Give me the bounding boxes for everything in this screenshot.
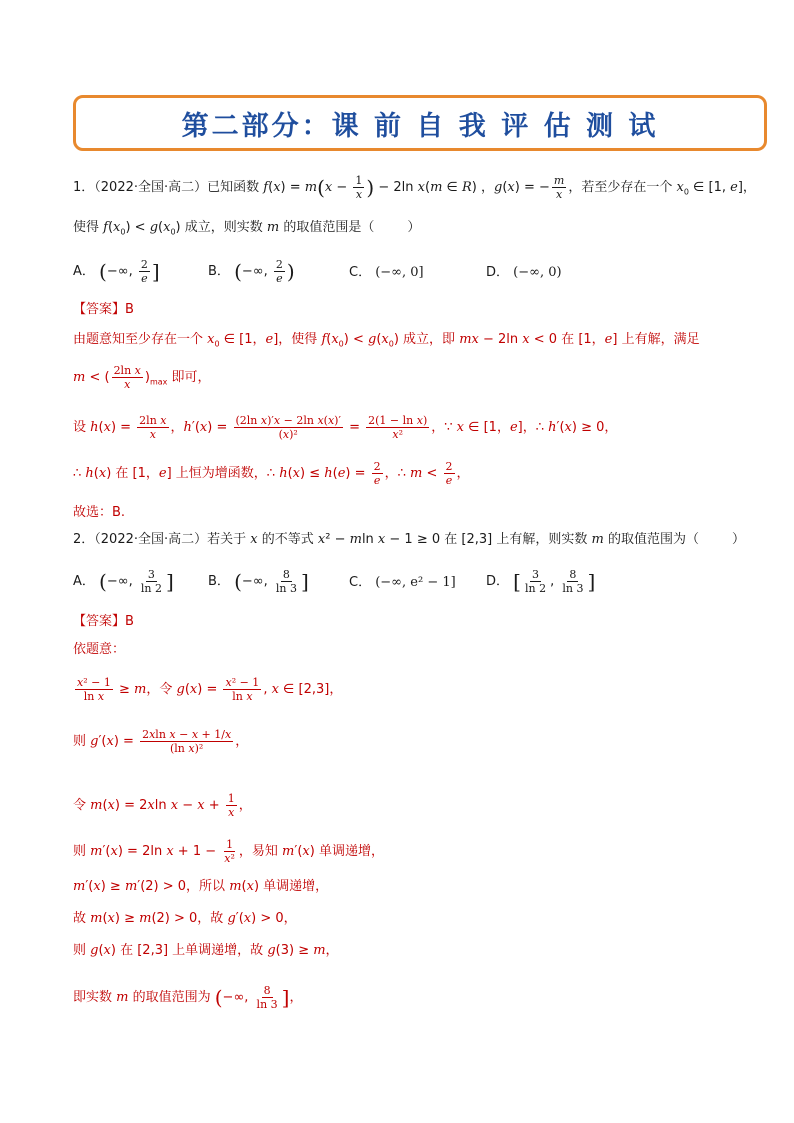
q2-answer: 【答案】B [73,614,134,629]
q2-option-a[interactable]: A． (−∞, $\frac{3}{\ln 2}$ ] [73,568,174,595]
section-title-box [73,95,767,151]
q2-solution-line1: 依题意： [73,642,126,657]
q1-solution-line2: m < ( $\frac{\text{2ln x}}{x}$ )$_{max}$ 即可， [73,364,211,391]
q2-option-c[interactable]: C． (−∞, e² − 1] [349,575,456,590]
q1-stem-line1: 1．（2022·全国·高二）已知函数 f(x) = m(x − $\frac{1}{x}$ ) − 2ln x(m ∈ R) ，g(x) = − $\frac{m}{x}$ ，若至少存在一个 $x_0$ ∈ [1, e]， [73,174,756,201]
q1-solution-line4: ∴ h(x) 在 [1，e] 上恒为增函数，∴ h(x) ≤ h(e) = $\frac{2}{e}$ ，∴ m < $\frac{2}{e}$ ， [73,460,470,487]
q2-solution-line8: 则 g(x) 在 [2,3] 上单调递增，故 g(3) ≥ m， [73,943,339,958]
q1-option-b[interactable]: B． (−∞, $\frac{2}{e}$ ) [208,258,295,285]
q1-solution-line5: 故选：B. [73,505,126,520]
q2-number: 2． [73,532,95,547]
q2-solution-line7: 故 m(x) ≥ m(2) > 0，故 g′(x) > 0， [73,911,297,926]
q1-solution-line3: 设 h(x) = $\frac{\text{2ln x}}{x}$ ，h′(x) = $\frac{\text{(2ln x)′x − 2ln x(x)′}}{\text{(x)²}}$ = $\frac{\text{2(1 − ln x)}}{\text{x²}}$ ，∵ x ∈ [1，e]，∴ h′(x) ≥ 0， [73,414,618,441]
q2-option-d[interactable]: D． [ $\frac{3}{\ln 2}$ , $\frac{8}{\ln 3}$ ] [486,568,596,595]
q2-solution-line3: 则 g′(x) = $\frac{\text{2xln x − x + 1/x}}{\text{(ln x)²}}$ ， [73,728,249,755]
q2-solution-line6: m′(x) ≥ m′(2) > 0，所以 m(x) 单调递增， [73,879,329,894]
q2-source: （2022·全国·高二） [94,532,208,547]
q1-answer: 【答案】B [73,302,134,317]
q1-stem-line2: 使得 $f(x_0) < g(x_0)$ 成立，则实数 m 的取值范围是（ ） [73,220,421,237]
q1-number: 1． [73,180,95,195]
q2-solution-line5: 则 m′(x) = 2ln x + 1 − $\frac{1}{\text{x²}}$ ，易知 m′(x) 单调递增， [73,838,384,865]
q1-source: （2022·全国·高二） [94,180,208,195]
q1-option-c[interactable]: C． (−∞, 0] [349,265,424,280]
q1-option-a[interactable]: A． (−∞, $\frac{2}{e}$ ] [73,258,160,285]
q1-solution-line1: 由题意知至少存在一个 $x_0$ ∈ [1，e]，使得 $f(x_0) < g(x_0)$ 成立，即 mx − 2ln x < 0 在 [1，e] 上有解，满足 [73,332,700,349]
q1-option-d[interactable]: D． (−∞, 0) [486,265,562,280]
q2-solution-line2: $\frac{\text{x² − 1}}{\text{ln x}}$ ≥ m，令 g(x) = $\frac{\text{x² − 1}}{\text{ln x}}$ , x ∈ [2,3]， [77,676,343,703]
q2-solution-line9: 即实数 m 的取值范围为 (−∞, $\frac{8}{\ln 3}$ ]， [73,984,303,1011]
section-title: 第二部分：课 前 自 我 评 估 测 试 [181,110,659,142]
q2-option-b[interactable]: B． (−∞, $\frac{8}{\ln 3}$ ] [208,568,309,595]
q2-stem: 2．（2022·全国·高二）若关于 x 的不等式 x² − mln x − 1 ≥ 0 在 [2,3] 上有解，则实数 m 的取值范围为（ ） [73,532,746,547]
q2-solution-line4: 令 m(x) = 2xln x − x + $\frac{1}{x}$ ， [73,792,252,819]
